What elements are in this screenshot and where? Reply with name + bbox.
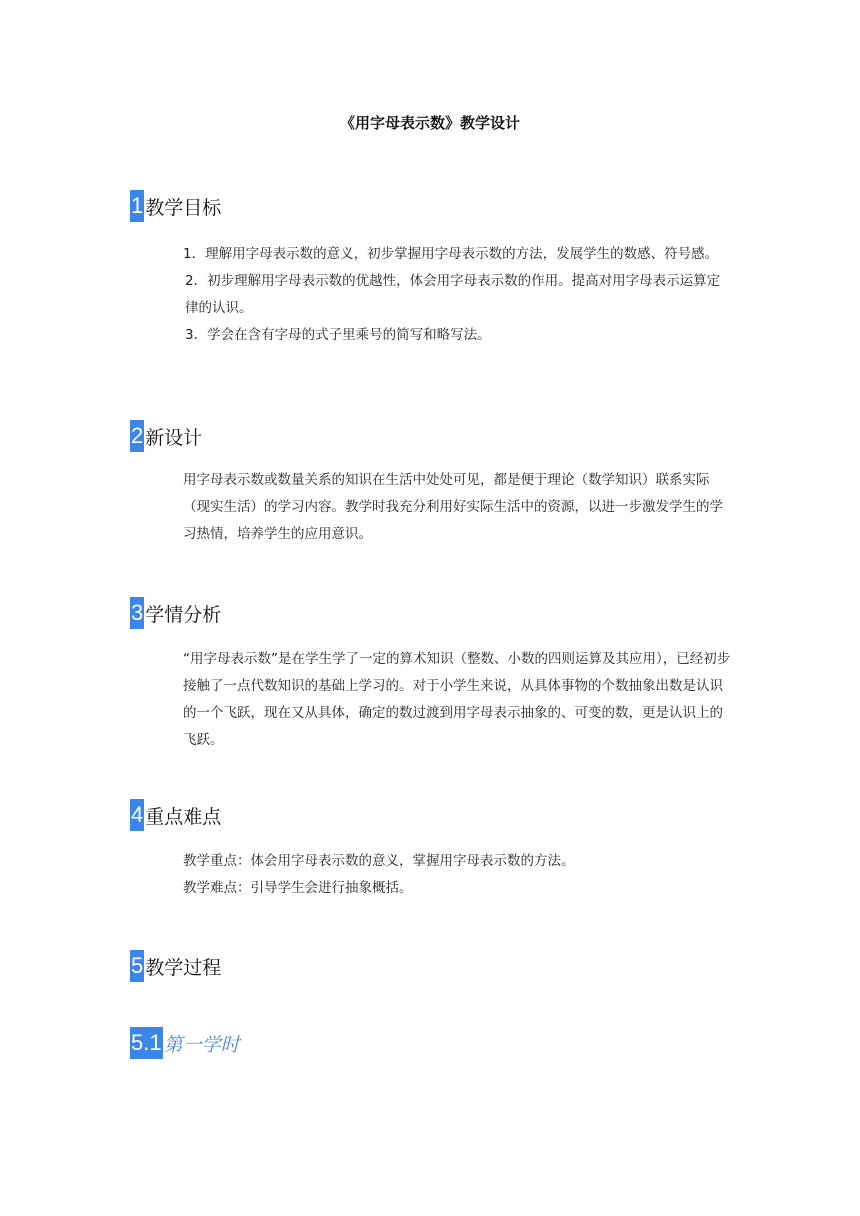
analysis-paragraph	[183, 646, 733, 754]
section-heading-design	[130, 420, 202, 452]
design-text: 用字母表示数或数量关系的知识在生活中处处可见，都是便于理论（数学知识）联系实际（现实生活）的学习内容。教学时我充分利用好实际生活中的资源，以进一步激发学生的学习热情，培养学生的应用意识。	[183, 472, 723, 542]
key-points-list	[183, 848, 733, 902]
subsection-heading-first-lesson	[130, 1027, 240, 1059]
section-title: 第一学时	[163, 1033, 240, 1056]
section-heading-analysis	[130, 597, 221, 629]
section-heading-objectives	[130, 190, 221, 222]
design-paragraph	[183, 467, 733, 548]
section-number: 2	[130, 420, 144, 452]
page-title: 《用字母表示数》教学设计	[339, 114, 520, 132]
section-heading-process	[130, 950, 221, 982]
section-number: 1	[130, 190, 144, 222]
key-point-item: 教学重点：体会用字母表示数的意义，掌握用字母表示数的方法。	[183, 853, 575, 869]
section-title: 新设计	[145, 426, 203, 449]
objective-item: 1．理解用字母表示数的意义，初步掌握用字母表示数的方法，发展学生的数感、符号感。	[183, 246, 719, 262]
section-title: 教学过程	[145, 956, 222, 979]
section-title: 重点难点	[145, 805, 222, 828]
objective-item: 2．初步理解用字母表示数的优越性，体会用字母表示数的作用。提高对用字母表示运算定律的认识。	[185, 273, 721, 316]
objectives-list	[183, 241, 733, 349]
section-number: 3	[130, 597, 144, 629]
section-title: 教学目标	[145, 196, 222, 219]
section-title: 学情分析	[145, 603, 222, 626]
analysis-text: “用字母表示数”是在学生学了一定的算术知识（整数、小数的四则运算及其应用），已经初步接触了一点代数知识的基础上学习的。对于小学生来说，从具体事物的个数抽象出数是认识的一个飞跃，现在又从具体，确定的数过渡到用字母表示抽象的、可变的数，更是认识上的飞跃。	[183, 651, 731, 748]
objective-item: 3．学会在含有字母的式子里乘号的简写和略写法。	[185, 327, 491, 343]
section-number: 5.1	[130, 1027, 163, 1059]
section-heading-key-points	[130, 799, 221, 831]
key-point-item: 教学难点：引导学生会进行抽象概括。	[183, 880, 413, 896]
section-number: 5	[130, 950, 144, 982]
section-number: 4	[130, 799, 144, 831]
